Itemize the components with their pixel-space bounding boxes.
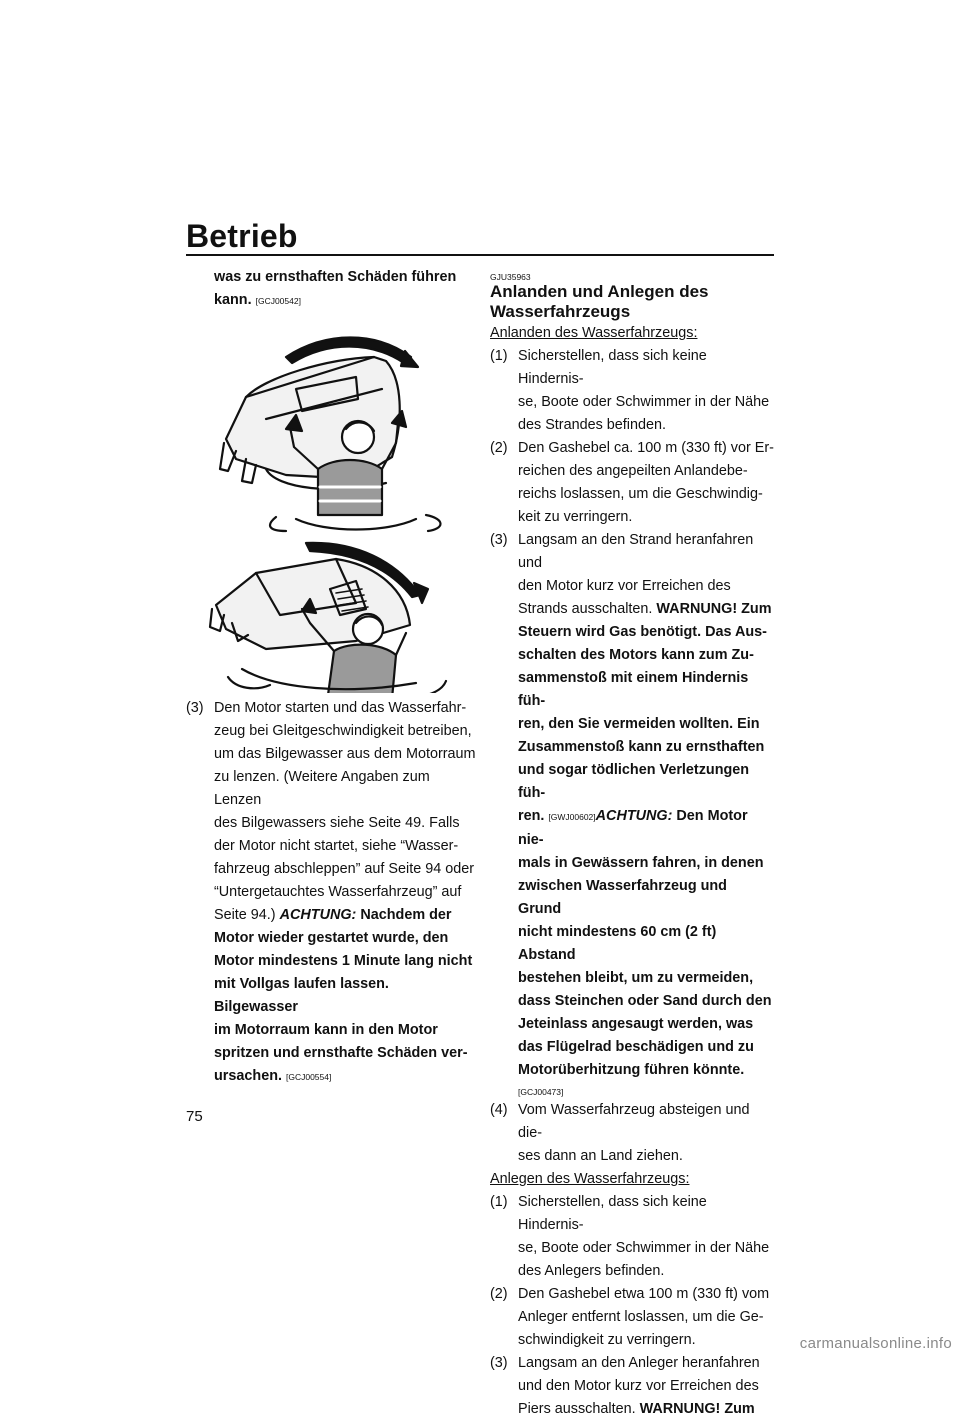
step-line: Langsam an den Anleger heranfahren xyxy=(518,1355,760,1371)
left-column xyxy=(186,266,476,1089)
step-3-line: fahrzeug abschleppen” auf Seite 94 oder xyxy=(214,861,475,877)
section-code: GJU35963 xyxy=(490,272,531,282)
step-number: (1) xyxy=(490,348,508,364)
anlegen-step-1 xyxy=(490,1191,774,1283)
step-line: Anleger entfernt loslassen, um die Ge- xyxy=(518,1309,764,1325)
step-number: (2) xyxy=(490,440,508,456)
step-line: se, Boote oder Schwimmer in der Nähe xyxy=(518,394,770,410)
achtung-line: spritzen und ernsthafte Schäden ver- xyxy=(214,1045,468,1061)
warnung-label: WARNUNG! Zum xyxy=(639,1401,755,1417)
achtung-line: Motor wieder gestartet wurde, den xyxy=(214,930,449,946)
achtung-line: zwischen Wasserfahrzeug und Grund xyxy=(518,878,727,917)
step-line-warn-start xyxy=(518,1398,774,1421)
achtung-line: mit Vollgas laufen lassen. Bilgewasser xyxy=(214,976,389,1015)
step-line: und den Motor kurz vor Erreichen des xyxy=(518,1378,759,1394)
achtung-line: bestehen bleibt, um zu vermeiden, xyxy=(518,970,754,986)
illustration-righting-watercraft xyxy=(206,319,466,693)
warnung-end: ren. xyxy=(518,808,545,824)
step-3-number: (3) xyxy=(186,700,204,716)
step-3-line-achtung-start xyxy=(214,904,476,927)
header-rule xyxy=(186,254,774,256)
step-line: keit zu verringern. xyxy=(518,509,633,525)
achtung-text: Nachdem der xyxy=(356,907,452,923)
step-line: Langsam an den Strand heranfahren und xyxy=(518,532,754,571)
achtung-line: mals in Gewässern fahren, in denen xyxy=(518,855,764,871)
step-3-line: zu lenzen. (Weitere Angaben zum Lenzen xyxy=(214,769,430,808)
anlanden-step-1 xyxy=(490,345,774,437)
warnung-end-line xyxy=(518,805,774,852)
step-number: (3) xyxy=(490,1355,508,1371)
step-line: den Motor kurz vor Erreichen des xyxy=(518,578,731,594)
illustration-step-1 xyxy=(220,338,441,532)
step-line-warn-start xyxy=(518,598,774,621)
step-plain: Strands ausschalten. xyxy=(518,601,657,617)
step-3-plain: Seite 94.) xyxy=(214,907,280,923)
step-line: Vom Wasserfahrzeug absteigen und die- xyxy=(518,1102,750,1141)
step-3-line: zeug bei Gleitgeschwindigkeit betreiben, xyxy=(214,723,472,739)
warnung-line: sammenstoß mit einem Hindernis füh- xyxy=(518,670,749,709)
step-3-line: Den Motor starten und das Wasserfahr- xyxy=(214,700,467,716)
anlanden-step-4 xyxy=(490,1099,774,1168)
warning-end-line-2 xyxy=(186,289,476,313)
anlegen-step-2 xyxy=(490,1283,774,1352)
step-line: ses dann an Land ziehen. xyxy=(518,1148,683,1164)
achtung-end: ursachen. xyxy=(214,1068,282,1084)
warnung-line: ren, den Sie vermeiden wollten. Ein xyxy=(518,716,760,732)
warnung-label: WARNUNG! Zum xyxy=(656,601,772,617)
subheading-anlegen: Anlegen des Wasserfahrzeugs: xyxy=(490,1171,690,1187)
anlanden-step-2 xyxy=(490,437,774,529)
achtung-line: Jeteinlass angesaugt werden, was xyxy=(518,1016,754,1032)
warning-end-line-1: was zu ernsthaften Schäden führen xyxy=(214,269,457,285)
step-plain: Piers ausschalten. xyxy=(518,1401,640,1417)
warnung-line: Zusammenstoß kann zu ernsthaften xyxy=(518,739,765,755)
achtung-end-line xyxy=(214,1065,476,1089)
anlanden-step-3 xyxy=(490,529,774,1099)
right-column xyxy=(490,272,774,1421)
step-3-line: des Bilgewassers siehe Seite 49. Falls xyxy=(214,815,460,831)
section-title-line-2: Wasserfahrzeugs xyxy=(490,302,631,321)
warning-end-text: kann. xyxy=(214,292,252,308)
step-line: Den Gashebel ca. 100 m (330 ft) vor Er- xyxy=(518,440,774,456)
step-3-line: “Untergetauchtes Wasserfahrzeug” auf xyxy=(214,884,462,900)
step-line: Den Gashebel etwa 100 m (330 ft) vom xyxy=(518,1286,770,1302)
warnung-line: Steuern wird Gas benötigt. Das Aus- xyxy=(518,624,767,640)
step-number: (4) xyxy=(490,1102,508,1118)
step-line: se, Boote oder Schwimmer in der Nähe xyxy=(518,1240,770,1256)
step-line: reichen des angepeilten Anlandebe- xyxy=(518,463,748,479)
step-line: Sicherstellen, dass sich keine Hindernis- xyxy=(518,348,707,387)
step-line: des Strandes befinden. xyxy=(518,417,667,433)
anlegen-step-3 xyxy=(490,1352,774,1421)
achtung-text: Den Motor nie- xyxy=(518,808,748,848)
warnung-line: schalten des Motors kann zum Zu- xyxy=(518,647,754,663)
step-3 xyxy=(186,697,476,1089)
step-number: (2) xyxy=(490,1286,508,1302)
achtung-line: Motorüberhitzung führen könnte. xyxy=(518,1062,745,1078)
page-number: 75 xyxy=(186,1108,203,1125)
achtung-line: im Motorraum kann in den Motor xyxy=(214,1022,438,1038)
step-line: Sicherstellen, dass sich keine Hindernis- xyxy=(518,1194,707,1233)
achtung-code: [GCJ00473] xyxy=(518,1087,564,1097)
achtung-line: nicht mindestens 60 cm (2 ft) Abstand xyxy=(518,924,717,963)
step-line: schwindigkeit zu verringern. xyxy=(518,1332,696,1348)
achtung-line: das Flügelrad beschädigen und zu xyxy=(518,1039,754,1055)
page-header-title: Betrieb xyxy=(186,218,298,254)
subheading-anlanden: Anlanden des Wasserfahrzeugs: xyxy=(490,325,698,341)
warnung-code: [GWJ00602] xyxy=(548,812,596,822)
achtung-label: ACHTUNG: xyxy=(279,907,357,923)
step-3-line: um das Bilgewasser aus dem Motorraum xyxy=(214,746,476,762)
achtung-code: [GCJ00554] xyxy=(285,1072,332,1082)
warning-end-code: [GCJ00542] xyxy=(255,296,301,306)
section-title-line-1: Anlanden und Anlegen des xyxy=(490,282,709,301)
footer-watermark: carmanualsonline.info xyxy=(799,1335,952,1352)
step-line: reichs loslassen, um die Geschwindig- xyxy=(518,486,763,502)
step-line: des Anlegers befinden. xyxy=(518,1263,665,1279)
step-number: (3) xyxy=(490,532,508,548)
step-number: (1) xyxy=(490,1194,508,1210)
step-3-line: der Motor nicht startet, siehe “Wasser- xyxy=(214,838,459,854)
achtung-line: dass Steinchen oder Sand durch den xyxy=(518,993,772,1009)
illustration-step-2 xyxy=(210,543,446,693)
achtung-label: ACHTUNG: xyxy=(595,808,673,824)
achtung-line: Motor mindestens 1 Minute lang nicht xyxy=(214,953,473,969)
warnung-line: und sogar tödlichen Verletzungen füh- xyxy=(518,762,750,801)
